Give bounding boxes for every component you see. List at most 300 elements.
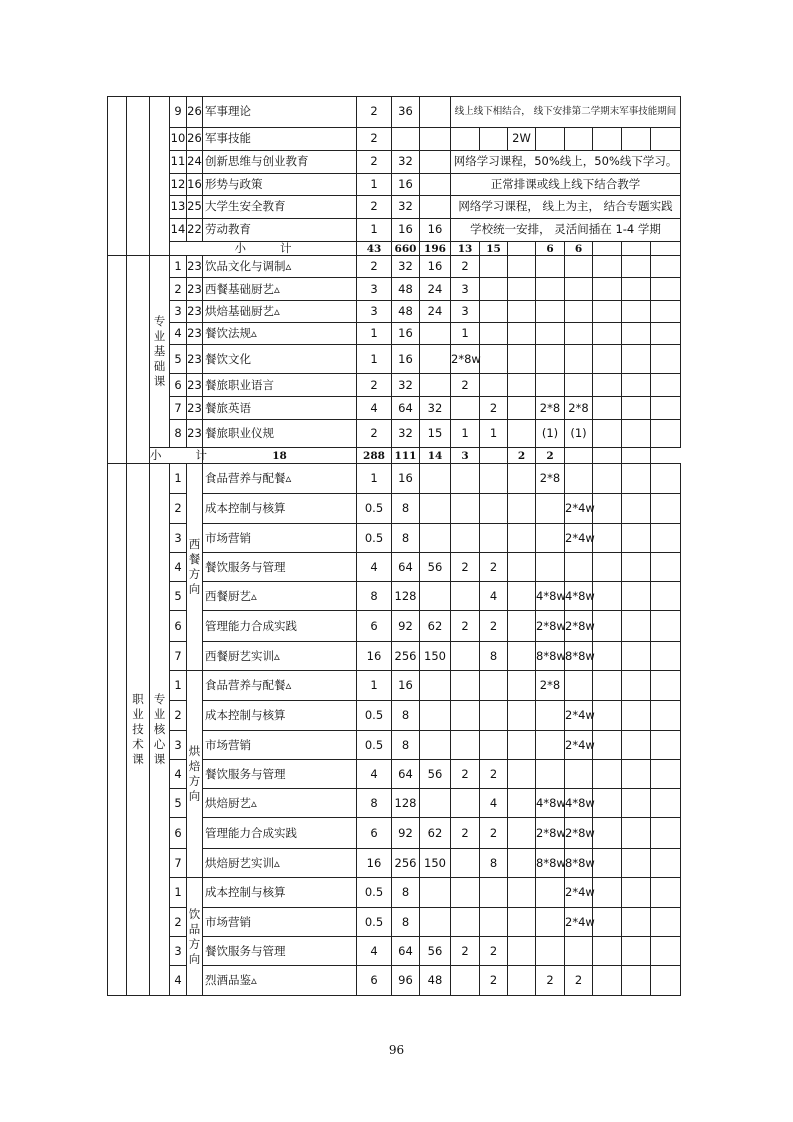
- semester-hours: [593, 937, 622, 966]
- course-credit: 2: [357, 420, 392, 448]
- semester-hours: 2: [451, 611, 480, 642]
- course-no: 5: [170, 582, 187, 611]
- subtotal-label-b: 计: [280, 241, 292, 255]
- semester-hours: [508, 908, 536, 937]
- semester-hours: 2*4w: [565, 878, 593, 908]
- course-no: 11: [170, 151, 187, 174]
- semester-hours: [622, 553, 651, 582]
- course-no: 2: [170, 701, 187, 731]
- subtotal-value: [622, 448, 651, 464]
- semester-hours: [651, 966, 681, 996]
- course-credit: 0.5: [357, 731, 392, 760]
- course-no: 4: [170, 323, 187, 345]
- blank-group-cell: [108, 256, 127, 464]
- table-row: [108, 97, 681, 128]
- semester-hours: [593, 278, 622, 301]
- semester-hours: [508, 397, 536, 420]
- subtotal-value: 111: [392, 448, 420, 464]
- semester-hours: [622, 937, 651, 966]
- subtotal-value: [480, 448, 508, 464]
- course-credit: 8: [357, 789, 392, 818]
- course-code: 23: [187, 256, 203, 278]
- semester-hours: [536, 278, 565, 301]
- table-row: [108, 256, 681, 278]
- semester-hours: [508, 301, 536, 323]
- direction-baking: [187, 671, 203, 878]
- course-note: 网络学习课程， 线上为主， 结合专题实践: [451, 196, 681, 219]
- semester-hours: [593, 323, 622, 345]
- subtotal-label-a: 小: [150, 448, 162, 463]
- semester-hours: [651, 420, 681, 448]
- semester-hours: [622, 397, 651, 420]
- course-name: 餐饮文化: [203, 345, 357, 374]
- course-practice: 62: [420, 818, 451, 849]
- semester-hours: [451, 849, 480, 878]
- semester-hours: [508, 671, 536, 701]
- semester-hours: [508, 256, 536, 278]
- course-no: 1: [170, 256, 187, 278]
- semester-hours: [451, 731, 480, 760]
- semester-hours: [651, 553, 681, 582]
- semester-hours: [536, 345, 565, 374]
- subtotal-label: [170, 242, 357, 256]
- semester-hours: 2*4w: [565, 908, 593, 937]
- table-row: [108, 128, 681, 151]
- semester-hours: (1): [536, 420, 565, 448]
- semester-hours: [593, 524, 622, 553]
- semester-hours: [451, 582, 480, 611]
- semester-hours: 2: [451, 760, 480, 789]
- course-name: 军事技能: [203, 128, 357, 151]
- table-row: [108, 345, 681, 374]
- semester-hours: 2: [480, 397, 508, 420]
- course-name: 餐饮法规▵: [203, 323, 357, 345]
- course-no: 1: [170, 671, 187, 701]
- section-vocational: [127, 464, 150, 996]
- semester-hours: 4: [480, 582, 508, 611]
- semester-hours: [536, 701, 565, 731]
- course-no: 3: [170, 731, 187, 760]
- course-no: 4: [170, 760, 187, 789]
- subtotal-value: [508, 242, 536, 256]
- semester-hours: [622, 818, 651, 849]
- course-hours: 8: [392, 701, 420, 731]
- course-credit: 2: [357, 196, 392, 219]
- course-practice: 56: [420, 553, 451, 582]
- vertical-label: 饮品方向: [188, 906, 201, 966]
- semester-hours: [651, 789, 681, 818]
- semester-hours: [480, 731, 508, 760]
- course-name: 餐旅职业语言: [203, 374, 357, 397]
- course-name: 成本控制与核算: [203, 494, 357, 524]
- semester-hours: [622, 323, 651, 345]
- semester-hours: [565, 345, 593, 374]
- course-practice: [420, 174, 451, 196]
- course-hours: 48: [392, 278, 420, 301]
- course-hours: 8: [392, 524, 420, 553]
- course-credit: 2: [357, 97, 392, 128]
- course-credit: 4: [357, 553, 392, 582]
- course-no: 7: [170, 849, 187, 878]
- course-credit: 6: [357, 818, 392, 849]
- semester-hours: [451, 128, 480, 151]
- table-row: [108, 671, 681, 701]
- course-practice: 16: [420, 219, 451, 242]
- semester-hours: [593, 671, 622, 701]
- course-credit: 3: [357, 278, 392, 301]
- course-no: 10: [170, 128, 187, 151]
- table-row: [108, 374, 681, 397]
- course-hours: 32: [392, 374, 420, 397]
- semester-hours: [622, 301, 651, 323]
- semester-hours: [651, 256, 681, 278]
- semester-hours: [622, 701, 651, 731]
- course-practice: [420, 494, 451, 524]
- course-practice: [420, 345, 451, 374]
- semester-hours: [651, 494, 681, 524]
- course-credit: 0.5: [357, 494, 392, 524]
- course-hours: 8: [392, 731, 420, 760]
- semester-hours: [651, 760, 681, 789]
- semester-hours: [508, 345, 536, 374]
- semester-hours: [593, 849, 622, 878]
- semester-hours: 2: [536, 966, 565, 996]
- semester-hours: [451, 642, 480, 671]
- course-hours: [392, 128, 420, 151]
- vertical-label: 西餐方向: [188, 537, 201, 597]
- semester-hours: [622, 878, 651, 908]
- course-name: 市场营销: [203, 908, 357, 937]
- semester-hours: [593, 301, 622, 323]
- course-name: 管理能力合成实践: [203, 611, 357, 642]
- semester-hours: 2*8: [536, 671, 565, 701]
- subtotal-label-b: 计: [195, 448, 207, 463]
- semester-hours: 4: [480, 789, 508, 818]
- semester-hours: [508, 464, 536, 494]
- course-practice: 48: [420, 966, 451, 996]
- semester-hours: [536, 301, 565, 323]
- subtotal-value: 196: [420, 242, 451, 256]
- semester-hours: 8*8w: [536, 642, 565, 671]
- subtotal-label-a: 小: [234, 241, 246, 255]
- course-note: 线上线下相结合， 线下安排第二学期末军事技能期间: [451, 97, 681, 128]
- course-credit: 16: [357, 849, 392, 878]
- course-no: 5: [170, 345, 187, 374]
- semester-hours: [508, 611, 536, 642]
- course-credit: 1: [357, 671, 392, 701]
- semester-hours: 2*8: [565, 397, 593, 420]
- course-name: 烈酒品鉴▵: [203, 966, 357, 996]
- semester-hours: [480, 374, 508, 397]
- semester-hours: [622, 966, 651, 996]
- semester-hours: 8: [480, 849, 508, 878]
- semester-hours: [508, 937, 536, 966]
- semester-hours: [508, 374, 536, 397]
- semester-hours: 2W: [508, 128, 536, 151]
- semester-hours: [593, 128, 622, 151]
- course-name: 烘焙厨艺实训▵: [203, 849, 357, 878]
- semester-hours: 2*4w: [565, 701, 593, 731]
- course-code: 23: [187, 374, 203, 397]
- semester-hours: [536, 128, 565, 151]
- semester-hours: 2*8w: [536, 818, 565, 849]
- semester-hours: 2: [480, 553, 508, 582]
- course-hours: 16: [392, 345, 420, 374]
- course-hours: 16: [392, 174, 420, 196]
- course-no: 12: [170, 174, 187, 196]
- semester-hours: [622, 582, 651, 611]
- course-name: 食品营养与配餐▵: [203, 464, 357, 494]
- subtotal-value: [593, 242, 622, 256]
- semester-hours: [651, 524, 681, 553]
- table-row: [108, 448, 681, 464]
- semester-hours: [536, 374, 565, 397]
- semester-hours: [593, 966, 622, 996]
- semester-hours: [480, 524, 508, 553]
- course-code: 24: [187, 151, 203, 174]
- course-practice: 24: [420, 278, 451, 301]
- semester-hours: [508, 966, 536, 996]
- semester-hours: (1): [565, 420, 593, 448]
- semester-hours: [565, 256, 593, 278]
- course-name: 劳动教育: [203, 219, 357, 242]
- semester-hours: [593, 553, 622, 582]
- course-name: 成本控制与核算: [203, 701, 357, 731]
- semester-hours: [593, 374, 622, 397]
- course-name: 西餐厨艺▵: [203, 582, 357, 611]
- subtotal-value: 43: [357, 242, 392, 256]
- semester-hours: 2: [480, 611, 508, 642]
- semester-hours: [565, 671, 593, 701]
- semester-hours: 2*8w: [565, 818, 593, 849]
- course-code: 23: [187, 420, 203, 448]
- semester-hours: 8*8w: [565, 642, 593, 671]
- course-credit: 0.5: [357, 701, 392, 731]
- course-hours: 8: [392, 494, 420, 524]
- semester-hours: [508, 731, 536, 760]
- semester-hours: 2*4w: [565, 731, 593, 760]
- semester-hours: [480, 701, 508, 731]
- semester-hours: [480, 671, 508, 701]
- semester-hours: 4*8w: [565, 582, 593, 611]
- semester-hours: [480, 464, 508, 494]
- course-name: 餐旅职业仪规: [203, 420, 357, 448]
- course-note: 正常排课或线上线下结合教学: [451, 174, 681, 196]
- semester-hours: [536, 323, 565, 345]
- semester-hours: [565, 301, 593, 323]
- course-code: 16: [187, 174, 203, 196]
- course-practice: [420, 701, 451, 731]
- course-practice: [420, 582, 451, 611]
- semester-hours: 2*8w: [536, 611, 565, 642]
- direction-beverage: [187, 878, 203, 996]
- vertical-label: 专业基础课: [153, 314, 166, 389]
- course-hours: 128: [392, 789, 420, 818]
- table-row: [108, 151, 681, 174]
- semester-hours: [651, 301, 681, 323]
- semester-hours: [651, 374, 681, 397]
- subtotal-value: 2: [536, 448, 565, 464]
- course-credit: 0.5: [357, 878, 392, 908]
- semester-hours: [451, 908, 480, 937]
- semester-hours: [480, 256, 508, 278]
- semester-hours: [651, 937, 681, 966]
- course-hours: 64: [392, 760, 420, 789]
- semester-hours: [622, 849, 651, 878]
- semester-hours: [651, 818, 681, 849]
- subtotal-value: 6: [536, 242, 565, 256]
- semester-hours: 4*8w: [536, 789, 565, 818]
- semester-hours: [480, 494, 508, 524]
- course-code: 23: [187, 301, 203, 323]
- table-row: [108, 397, 681, 420]
- course-code: 26: [187, 128, 203, 151]
- course-no: 2: [170, 494, 187, 524]
- table-row: [108, 242, 681, 256]
- semester-hours: 2: [480, 818, 508, 849]
- course-credit: 1: [357, 174, 392, 196]
- semester-hours: [622, 464, 651, 494]
- section-professional-core: [150, 464, 170, 996]
- semester-hours: 2*8w: [565, 611, 593, 642]
- course-practice: 24: [420, 301, 451, 323]
- semester-hours: [565, 323, 593, 345]
- semester-hours: [451, 966, 480, 996]
- course-credit: 0.5: [357, 524, 392, 553]
- semester-hours: [593, 582, 622, 611]
- table-row: [108, 464, 681, 494]
- subtotal-value: [593, 448, 622, 464]
- semester-hours: [565, 128, 593, 151]
- course-name: 烘焙基础厨艺▵: [203, 301, 357, 323]
- course-credit: 6: [357, 966, 392, 996]
- course-no: 2: [170, 278, 187, 301]
- semester-hours: [622, 128, 651, 151]
- course-practice: 32: [420, 397, 451, 420]
- semester-hours: [480, 323, 508, 345]
- course-credit: 8: [357, 582, 392, 611]
- table-row: [108, 420, 681, 448]
- course-no: 8: [170, 420, 187, 448]
- semester-hours: [508, 494, 536, 524]
- subtotal-value: 15: [480, 242, 508, 256]
- course-credit: 1: [357, 464, 392, 494]
- direction-western: [187, 464, 203, 671]
- semester-hours: [508, 582, 536, 611]
- semester-hours: [480, 278, 508, 301]
- semester-hours: [651, 731, 681, 760]
- semester-hours: [451, 464, 480, 494]
- course-credit: 2: [357, 374, 392, 397]
- course-practice: [420, 878, 451, 908]
- semester-hours: [451, 671, 480, 701]
- semester-hours: [565, 374, 593, 397]
- course-practice: [420, 524, 451, 553]
- semester-hours: [451, 701, 480, 731]
- semester-hours: [622, 642, 651, 671]
- semester-hours: 4*8w: [536, 582, 565, 611]
- course-no: 2: [170, 908, 187, 937]
- course-code: 22: [187, 219, 203, 242]
- course-no: 6: [170, 374, 187, 397]
- semester-hours: [593, 642, 622, 671]
- course-hours: 8: [392, 878, 420, 908]
- course-note: 学校统一安排， 灵活间插在 1-4 学期: [451, 219, 681, 242]
- semester-hours: [480, 301, 508, 323]
- semester-hours: [593, 731, 622, 760]
- semester-hours: [593, 494, 622, 524]
- course-hours: 96: [392, 966, 420, 996]
- course-hours: 32: [392, 196, 420, 219]
- semester-hours: [651, 642, 681, 671]
- semester-hours: [480, 878, 508, 908]
- semester-hours: [622, 345, 651, 374]
- semester-hours: [651, 128, 681, 151]
- semester-hours: 2*8w: [451, 345, 480, 374]
- semester-hours: 2*8: [536, 464, 565, 494]
- course-hours: 16: [392, 219, 420, 242]
- semester-hours: 3: [451, 301, 480, 323]
- course-code: 23: [187, 397, 203, 420]
- semester-hours: [536, 524, 565, 553]
- course-credit: 0.5: [357, 908, 392, 937]
- semester-hours: [480, 345, 508, 374]
- semester-hours: [508, 760, 536, 789]
- semester-hours: 2: [565, 966, 593, 996]
- course-no: 9: [170, 97, 187, 128]
- semester-hours: [651, 582, 681, 611]
- subtotal-value: 6: [565, 242, 593, 256]
- subtotal-value: 18: [203, 448, 357, 464]
- page-number: 96: [388, 1043, 405, 1057]
- semester-hours: 2*4w: [565, 524, 593, 553]
- table-row: [108, 219, 681, 242]
- semester-hours: [508, 701, 536, 731]
- semester-hours: 2: [451, 553, 480, 582]
- course-credit: 6: [357, 611, 392, 642]
- semester-hours: [651, 701, 681, 731]
- semester-hours: [565, 278, 593, 301]
- semester-hours: [508, 553, 536, 582]
- course-credit: 2: [357, 256, 392, 278]
- course-credit: 2: [357, 128, 392, 151]
- course-practice: [420, 323, 451, 345]
- course-no: 3: [170, 524, 187, 553]
- semester-hours: 2*8: [536, 397, 565, 420]
- course-hours: 8: [392, 908, 420, 937]
- course-practice: [420, 464, 451, 494]
- course-code: 23: [187, 345, 203, 374]
- subtotal-value: 2: [508, 448, 536, 464]
- course-credit: 4: [357, 760, 392, 789]
- semester-hours: [593, 760, 622, 789]
- course-name: 烘焙厨艺▵: [203, 789, 357, 818]
- semester-hours: 2: [480, 760, 508, 789]
- semester-hours: [508, 278, 536, 301]
- table-row: [108, 174, 681, 196]
- curriculum-table: [107, 96, 681, 996]
- course-practice: 62: [420, 611, 451, 642]
- course-name: 市场营销: [203, 524, 357, 553]
- course-credit: 1: [357, 345, 392, 374]
- course-no: 1: [170, 464, 187, 494]
- semester-hours: 1: [451, 323, 480, 345]
- course-name: 军事理论: [203, 97, 357, 128]
- subtotal-value: 13: [451, 242, 480, 256]
- course-hours: 128: [392, 582, 420, 611]
- course-practice: [420, 374, 451, 397]
- semester-hours: [451, 494, 480, 524]
